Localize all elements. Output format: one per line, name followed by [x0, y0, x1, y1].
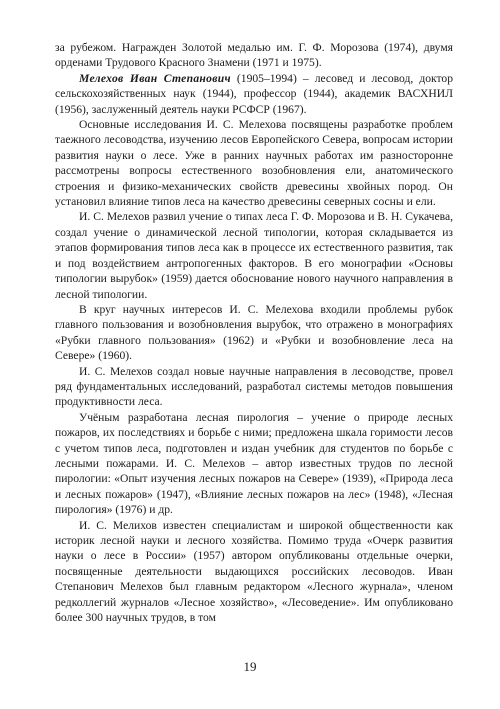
document-page — [55, 40, 453, 625]
paragraph-forest-pyrology: Учёным разработана лесная пирология – учение о природе лесных пожаров, их последствиях и борьбе с ними; предложена шкала горимости лесов с учетом типов леса, подготовлен и издан учебник для студентов по борьбе с лесными пожарами. И. С. Мелехов – автор известных трудов по лесной пирологии: «Опыт изучения лесных пожаров на Севере» (1939), «Природа леса и лесных пожаров» (1947), «Влияние лесных пожаров на лес» (1948), «Лесная пирология» (1976) и др. — [55, 410, 453, 517]
paragraph-historian: И. С. Мелихов известен специалистам и широкой общественности как историк лесной науки и лесного хозяйства. Помимо труда «Очерк развития науки о лесе в России» (1957) автором опубликованы отдельные очерки, посвященные деятельности выдающихся российских лесоводов. Иван Степанович Мелехов был главным редактором «Лесного журнала», членом редколлегий журналов «Лесное хозяйство», «Лесоведение». Им опубликовано более 300 научных трудов, в том — [55, 518, 453, 625]
paragraph-continuation: за рубежом. Награжден Золотой медалью им. Г. Ф. Морозова (1974), двумя орденами Трудового Красного Знамени (1971 и 1975). — [55, 41, 453, 70]
biography-details: (1905–1994) – лесовед и лесовод, доктор сельскохозяйственных наук (1944), профессор (1944), академик ВАСХНИЛ (1956), заслуженный деятель науки РСФСР (1967). — [55, 71, 454, 116]
page-number: 19 — [243, 659, 257, 674]
paragraph-new-directions: И. С. Мелехов создал новые научные направления в лесоводстве, провел ряд фундаментальных исследований, разработал системы методов повышения продуктивности леса. — [55, 364, 453, 409]
person-name: Мелехов Иван Степанович — [79, 71, 231, 85]
paragraph-forest-typology: И. С. Мелехов развил учение о типах леса Г. Ф. Морозова и В. Н. Сукачева, создал учение о динамической лесной типологии, которая складывается из этапов формирования типов леса как в процессе их естественного развития, так и под воздействием антропогенных факторов. В его монографии «Основы типологии вырубок» (1959) дается обоснование нового научного направления в лесной типологии. — [55, 210, 453, 301]
paragraph-research-overview: Основные исследования И. С. Мелехова посвящены разработке проблем таежного лесоводства, изучению лесов Европейского Севера, вопросам истории развития науки о лесе. Уже в ранних научных работах им разносторонне рассмотрены вопросы естественного возобновления ели, анатомического строения и физико-механических свойств древесины хвойных пород. Он установил влияние типов леса на качество древесины северных сосны и ели. — [55, 118, 453, 209]
paragraph-biography-header — [55, 71, 453, 117]
paragraph-logging-research: В круг научных интересов И. С. Мелехова входили проблемы рубок главного пользования и возобновления вырубок, что отражено в монографиях «Рубки главного пользования» (1962) и «Рубки и возобновление леса на Севере» (1960). — [55, 302, 453, 363]
